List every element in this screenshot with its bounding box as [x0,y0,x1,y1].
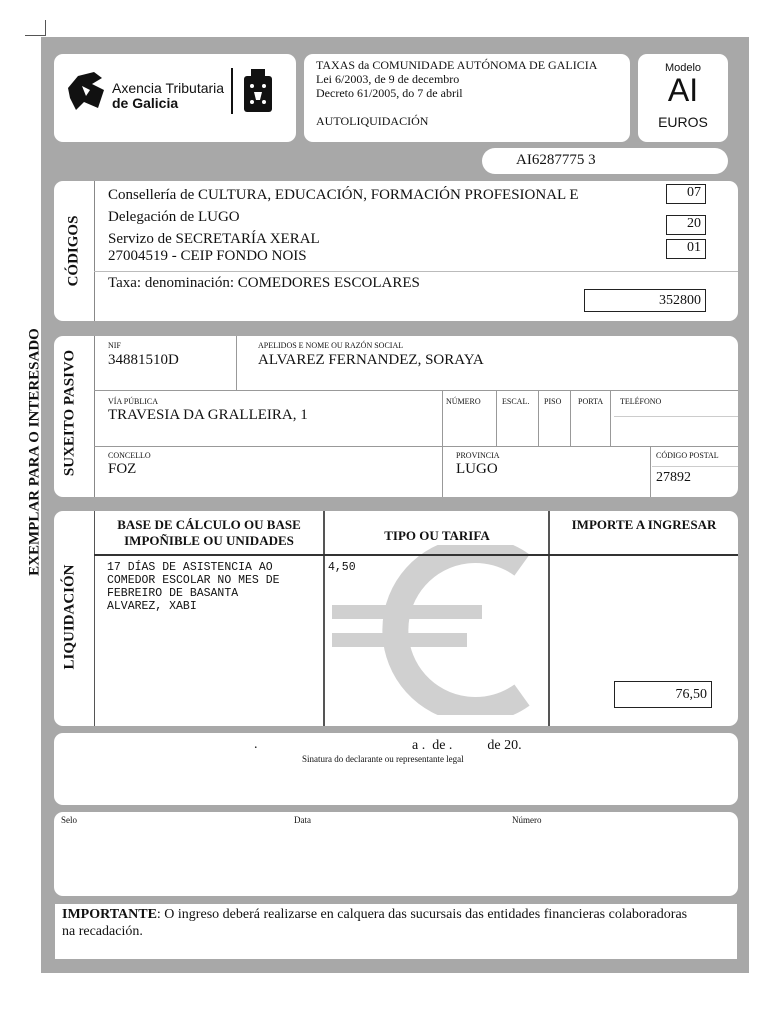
col1-header: BASE DE CÁLCULO OU BASE IMPOÑIBLE OU UNIDADES [117,517,301,548]
numero-label: NÚMERO [446,397,481,406]
taxa-text: Taxa: denominación: COMEDORES ESCOLARES [108,275,420,291]
form-title: TAXAS da COMUNIDADE AUTÓNOMA DE GALICIA [316,58,598,72]
logo-box [54,54,296,142]
cp-value: 27892 [656,470,691,485]
document-number: AI6287775 3 [516,152,596,168]
codigos-label: CÓDIGOS [65,215,82,287]
notice-box [55,904,737,959]
via-numero-divider [442,390,443,497]
piso-label: PISO [544,397,562,406]
coat-of-arms-icon [242,68,274,114]
name-value: ALVAREZ FERNANDEZ, SORAYA [258,352,484,368]
nif-name-divider [236,336,237,390]
concello-label: CONCELLO [108,451,151,460]
col1-col2-divider [323,511,325,726]
escal-label: ESCAL. [502,397,530,406]
provincia-cp-divider [650,446,651,497]
bank-box [54,812,738,896]
telefono-label: TELÉFONO [620,397,662,406]
taxa-code: 352800 [584,289,706,312]
numero-label-bank: Número [512,815,542,825]
delegacion-code: 20 [666,215,706,235]
codigos-divider [94,181,95,321]
signature-box [54,733,738,805]
modelo-label: Modelo [664,62,702,74]
numero-escal-divider [496,390,497,446]
provincia-label: PROVINCIA [456,451,500,460]
liquidacion-divider [94,511,95,726]
liquidacion-section [54,511,738,726]
codigos-taxa-separator [94,271,738,272]
logo-divider [231,68,233,114]
notice-body: : O ingreso deberá realizarse en calquera das sucursais das entidades financieras colaboradoras na recadación. [62,907,688,939]
concello-value: FOZ [108,461,137,477]
agency-name-line2: de Galicia [112,95,179,111]
centro-text: 27004519 - CEIP FONDO NOIS [108,248,307,264]
servizo-text: Servizo de SECRETARÍA XERAL [108,231,320,247]
crop-mark-vertical [45,20,46,36]
col2-header: TIPO OU TARIFA [384,528,490,543]
cp-label: CÓDIGO POSTAL [656,451,719,460]
exemplar-label: EXEMPLAR PARA O INTERESADO [26,328,43,576]
suxeito-row2-line [94,446,738,447]
telefono-underline [614,416,738,417]
conselleria-code: 07 [666,184,706,204]
suxeito-divider [94,336,95,497]
signature-caption: Sinatura do declarante ou representante legal [302,754,464,764]
data-label: Data [294,815,311,825]
col2-col3-divider [548,511,550,726]
suxeito-section [54,336,738,497]
law-reference: Lei 6/2003, de 9 de decembro [316,72,460,86]
agency-name-line1: Axencia Tributaria [112,80,225,96]
importe-value: 76,50 [614,681,712,708]
escal-piso-divider [538,390,539,446]
piso-porta-divider [570,390,571,446]
provincia-value: LUGO [456,461,498,477]
porta-label: PORTA [578,397,604,406]
servizo-code: 01 [666,239,706,259]
notice-bold: IMPORTANTE [62,907,157,922]
conselleria-text: Consellería de CULTURA, EDUCACIÓN, FORMACIÓN PROFESIONAL E [108,187,579,203]
suxeito-row1-line [94,390,738,391]
modelo-code: AI [667,72,699,108]
tarifa-value: 4,50 [328,561,356,574]
crop-mark-horizontal [25,35,45,36]
form-type: AUTOLIQUIDACIÓN [316,114,429,128]
currency-label: EUROS [658,114,708,130]
via-label: VÍA PÚBLICA [108,397,159,406]
modelo-box [638,54,728,142]
liquidacion-label: LIQUIDACIÓN [61,564,78,670]
porta-telefono-divider [610,390,611,446]
name-label: APELIDOS E NOME OU RAZÓN SOCIAL [258,341,404,350]
suxeito-label: SUXEITO PASIVO [61,349,78,477]
decree-reference: Decreto 61/2005, do 7 de abril [316,86,463,100]
signature-date-line: a . de . de 20. [412,738,522,753]
nif-label: NIF [108,341,121,350]
nif-value: 34881510D [108,352,179,368]
codigos-section [54,181,738,321]
base-value: 17 DÍAS DE ASISTENCIA AO COMEDOR ESCOLAR NO MES DE FEBREIRO DE BASANTA ALVAREZ, XABI [107,561,280,613]
euro-watermark-icon [332,545,532,715]
signature-dot: . [254,737,258,752]
galicia-agency-logo-icon [64,68,110,114]
title-box [304,54,630,142]
delegacion-text: Delegación de LUGO [108,209,240,225]
notice-text [62,906,702,940]
cp-underline [652,466,738,467]
liquidacion-header-line [94,554,738,556]
col3-header: IMPORTE A INGRESAR [571,517,717,532]
via-value: TRAVESIA DA GRALLEIRA, 1 [108,407,308,423]
document-number-box [482,148,728,174]
selo-label: Selo [61,815,78,825]
